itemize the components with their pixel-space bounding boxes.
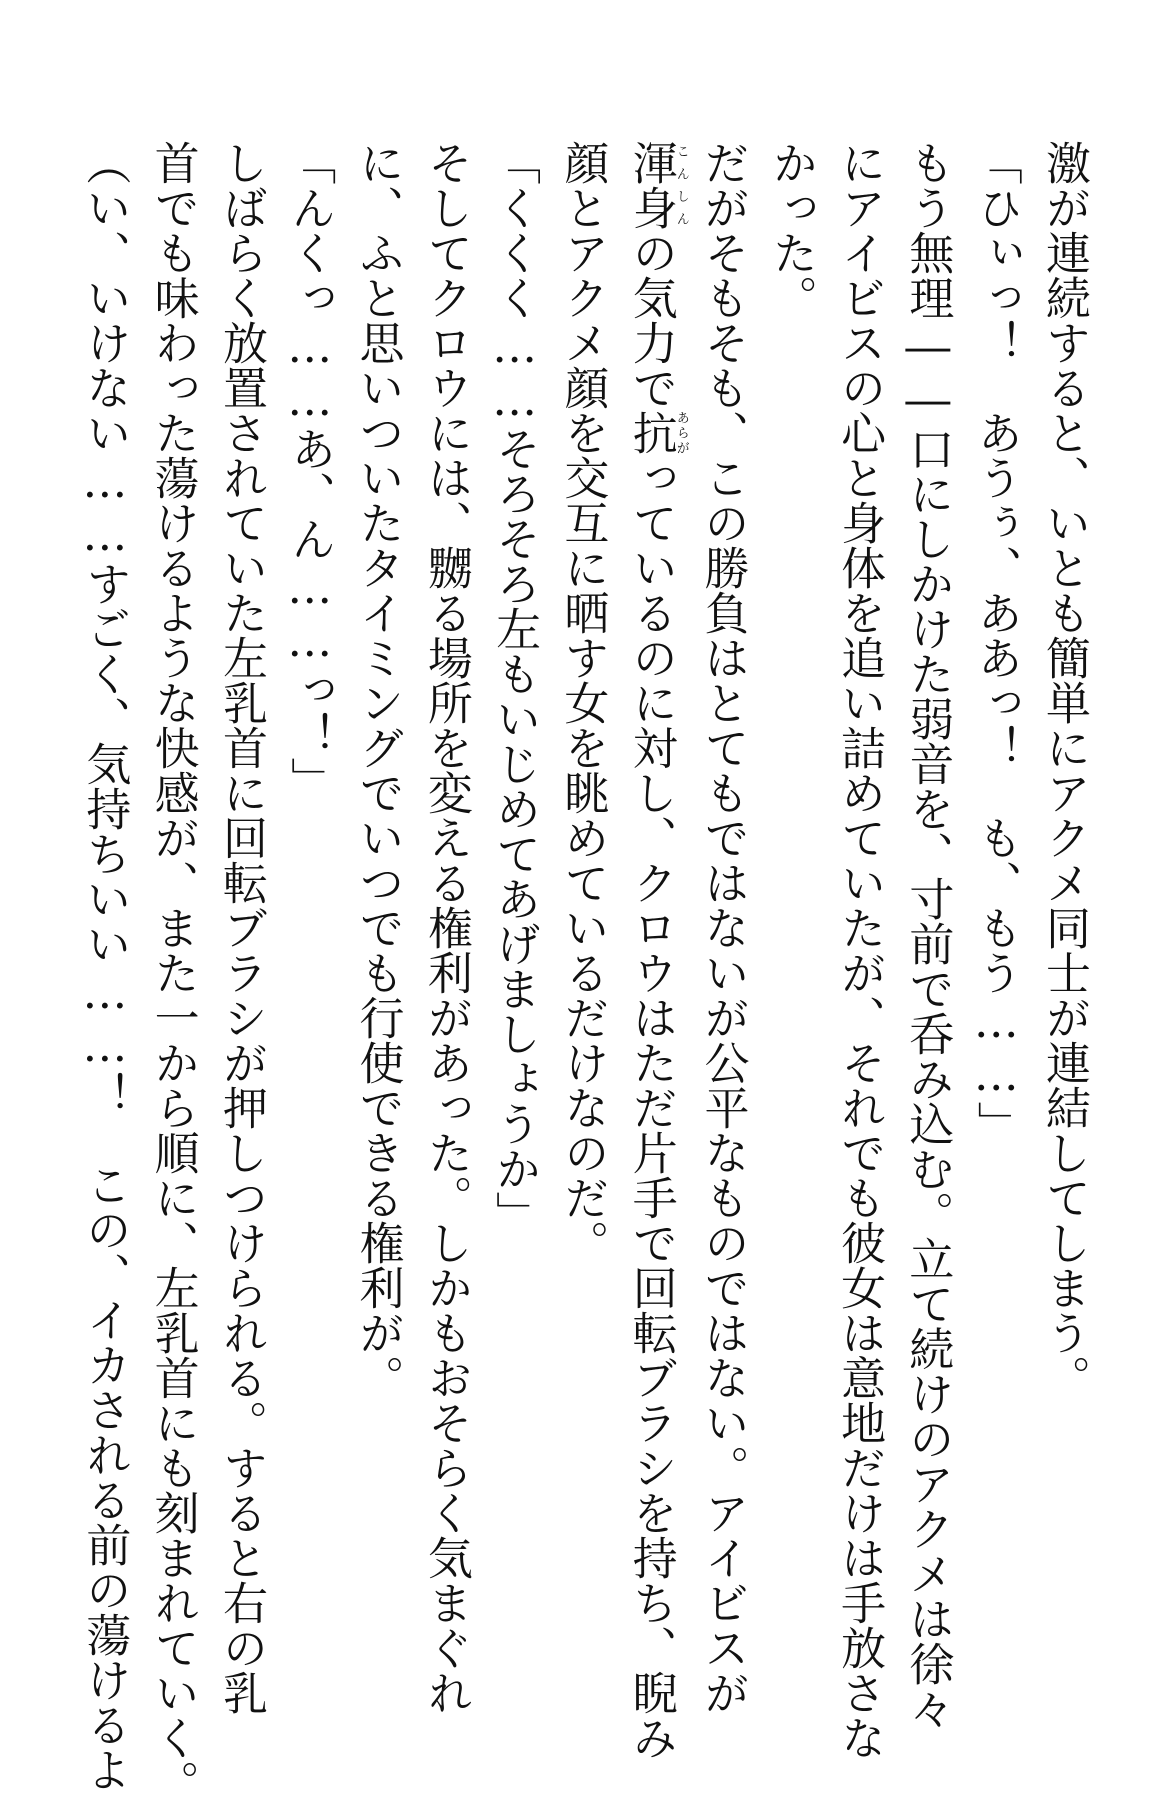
text-line: 顔とアクメ顔を交互に晒す女を眺めているだけなのだ。 xyxy=(556,140,610,1265)
ruby-reading: こんしん xyxy=(673,140,689,230)
text-line: にアイビスの心と身体を追い詰めていたが、それでも彼女は意地だけは手放さな xyxy=(833,140,887,1760)
text-line: かった。 xyxy=(764,140,818,320)
vertical-text-body xyxy=(70,140,1098,1805)
text-line: しばらく放置されていた左乳首に回転ブラシが押しつけられる。すると右の乳 xyxy=(214,140,268,1715)
text-line: そしてクロウには、嬲る場所を変える権利があった。しかもおそらく気まぐれ xyxy=(419,140,473,1715)
text-line: 首でも味わった蕩けるような快感が、また一から順に、左乳首にも刻まれていく。 xyxy=(146,140,200,1805)
text-segment: っているのに対し、クロウはただ片手で回転ブラシを持ち、睨み xyxy=(624,455,678,1760)
text-line: 「ひぃっ！ あうぅ、ああっ！ も、もう……」 xyxy=(969,140,1023,1146)
text-line-with-ruby xyxy=(616,140,689,1760)
ruby-aragau xyxy=(624,410,689,455)
ruby-konshin xyxy=(624,140,689,230)
text-line: 激が連続すると、いとも簡単にアクメ同士が連結してしまう。 xyxy=(1038,140,1091,1400)
ruby-base: 抗 xyxy=(624,410,678,455)
ruby-reading: あらが xyxy=(673,410,689,455)
text-line: 「んくっ……あ、ん……っ！」 xyxy=(283,140,337,802)
text-line: に、ふと思いついたタイミングでいつでも行使できる権利が。 xyxy=(351,140,405,1400)
text-line: 「くくく……そろそろ左もいじめてあげましょうか」 xyxy=(488,140,542,1236)
text-line: だがそもそも、この勝負はとてもではないが公平なものではない。アイビスが xyxy=(696,140,750,1715)
ruby-base: 渾身 xyxy=(624,140,678,230)
text-line: （い、いけない……すごく、気持ちいい……！ この、イカされる前の蕩けるよ xyxy=(78,140,132,1792)
text-segment: の気力で xyxy=(624,230,678,410)
text-line: もう無理――口にしかけた弱音を、寸前で呑み込む。立て続けのアクメは徐々 xyxy=(901,140,955,1731)
